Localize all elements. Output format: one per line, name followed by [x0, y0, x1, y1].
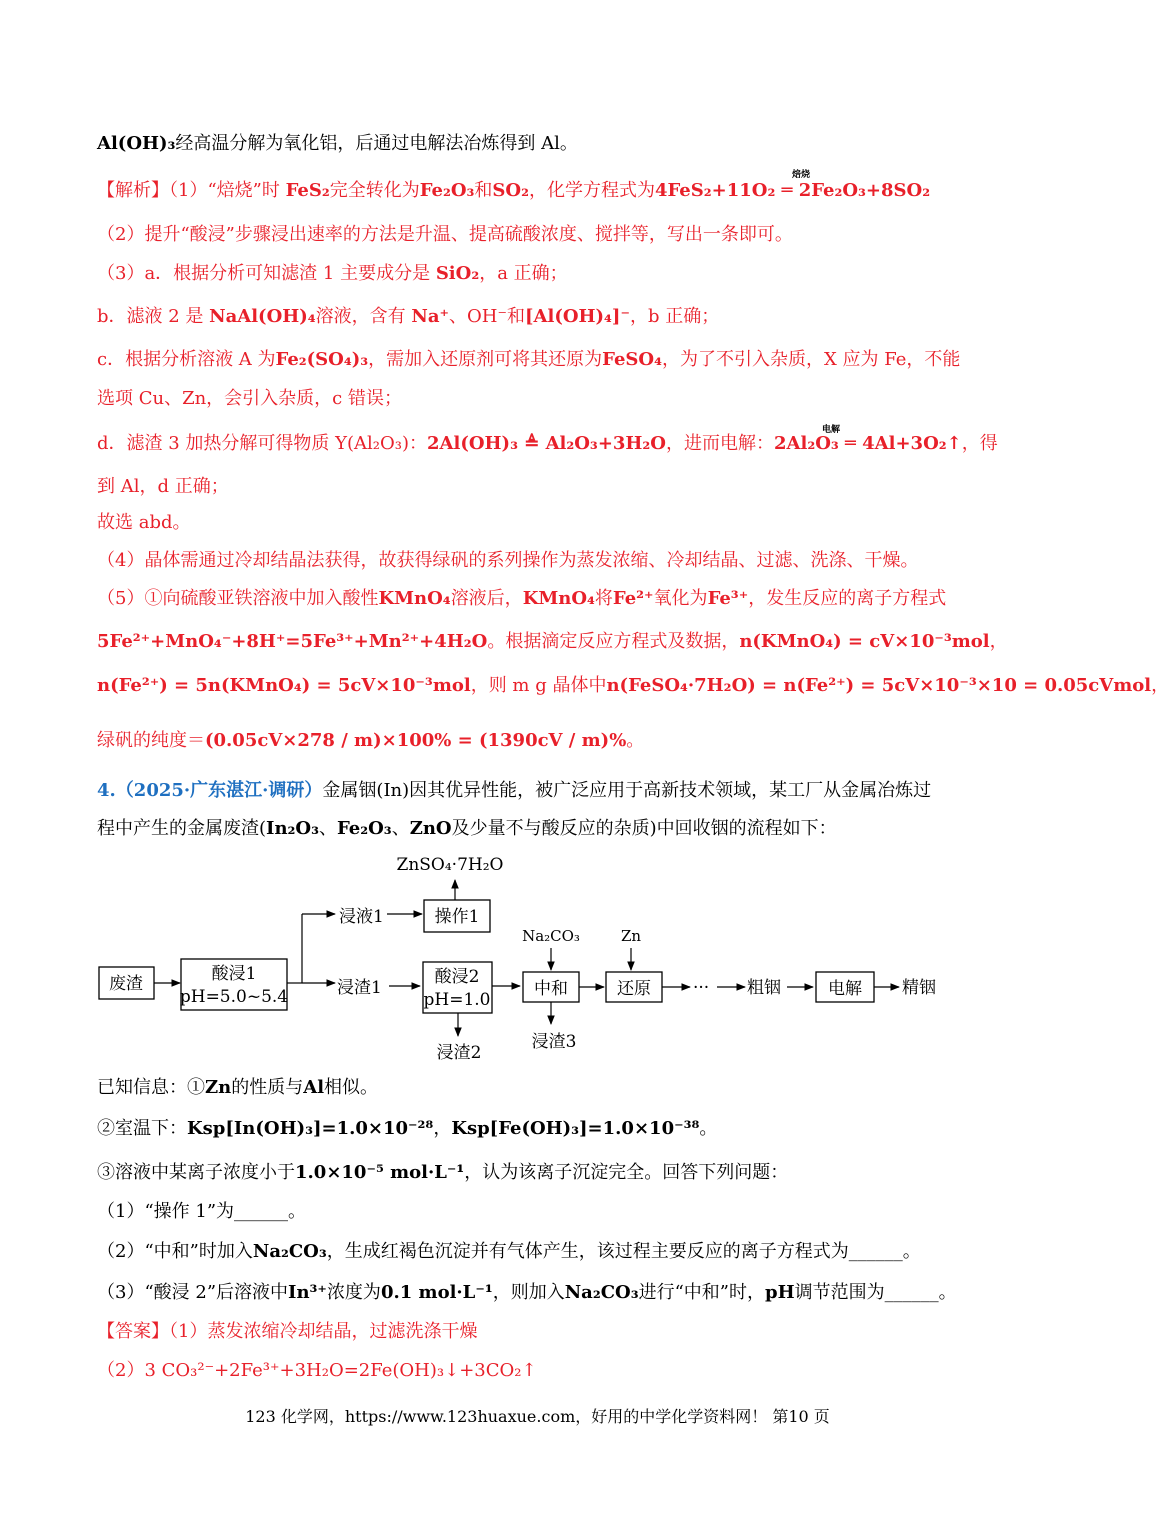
ellipsis-label: ··· — [693, 978, 710, 998]
answer-line — [97, 1358, 982, 1384]
analysis-line — [97, 586, 982, 612]
sodium-carbonate-reagent: Na₂CO₃ — [522, 927, 580, 945]
formula-text: Fe₂O₃ — [337, 818, 392, 839]
formula-text: Zn — [205, 1077, 232, 1098]
info-line — [97, 1160, 982, 1186]
formula-text: Ksp[Fe(OH)₃]=1.0×10⁻³⁸ — [451, 1118, 700, 1139]
text-span: （2）“中和”时加入 — [97, 1241, 253, 1262]
leachate-1-label: 浸液1 — [339, 907, 384, 927]
formula-text: Fe³⁺ — [707, 588, 749, 609]
formula-text: Fe₂(SO₄)₃ — [275, 349, 369, 370]
text-span: ，则 m g 晶体中 — [470, 675, 607, 696]
text-span: ，则加入 — [492, 1282, 565, 1303]
text-span: ②室温下： — [97, 1118, 187, 1139]
formula-text: 1.0×10⁻⁵ mol·L⁻¹ — [295, 1162, 465, 1183]
acid-leach-1-label: 酸浸1 — [211, 964, 257, 984]
formula-text: 2Al(OH)₃ ≜ Al₂O₃+3H₂O — [427, 433, 666, 454]
question-item — [97, 1199, 982, 1225]
text-span: 溶液后， — [450, 588, 523, 609]
question-item — [97, 1280, 982, 1306]
acid-leach-2-ph: pH=1.0 — [423, 990, 491, 1010]
text-span: 进行“中和”时， — [638, 1282, 766, 1303]
reduce-label: 还原 — [617, 979, 651, 999]
text-span: 氧化为 — [653, 588, 708, 609]
formula-text: (0.05cV×278 / m)×100% = (1390cV / m)% — [205, 730, 627, 751]
formula-text: SiO₂ — [435, 263, 480, 284]
acid-leach-1-ph: pH=5.0~5.4 — [179, 987, 289, 1007]
text-span: ，生成红褐色沉淀并有气体产生，该过程主要反应的离子方程式为______。 — [326, 1241, 921, 1262]
text-span: ，化学方程式为 — [528, 180, 655, 201]
analysis-line — [97, 347, 982, 373]
formula-text: Fe²⁺ — [612, 588, 654, 609]
residue-2-label: 浸渣2 — [436, 1043, 482, 1063]
analysis-line — [97, 386, 982, 412]
text-span: 及少量不与酸反应的杂质)中回收铟的流程如下： — [451, 818, 837, 839]
formula-text: Ksp[In(OH)₃]=1.0×10⁻²⁸ — [187, 1118, 434, 1139]
formula-text: n(FeSO₄·7H₂O) = n(Fe²⁺) = 5cV×10⁻³×10 = 0.05cVmol — [606, 675, 1152, 696]
text-span: 选项 Cu、Zn，会引入杂质，c 错误； — [97, 388, 402, 409]
formula-text: FeSO₄ — [602, 349, 662, 370]
text-span: 、OH⁻和 — [449, 306, 525, 327]
formula-text: NaAl(OH)₄ — [209, 306, 316, 327]
text-span: 的性质与 — [231, 1077, 304, 1098]
formula-text: 4FeS₂+11O₂ ═ 2Fe₂O₃+8SO₂ — [654, 180, 931, 201]
analysis-line — [97, 261, 982, 287]
formula-text: In³⁺ — [288, 1282, 327, 1303]
text-span: （5）①向硫酸亚铁溶液中加入酸性 — [97, 588, 379, 609]
question-item — [97, 1239, 982, 1265]
text-span: b．滤液 2 是 — [97, 306, 210, 327]
zinc-reagent: Zn — [620, 927, 642, 945]
electrolysis-condition-label: 电解 — [822, 425, 841, 435]
text-span: （4）晶体需通过冷却结晶法获得，故获得绿矾的系列操作为蒸发浓缩、冷却结晶、过滤、洗涤、干燥。 — [97, 550, 919, 571]
answer-line — [97, 1319, 982, 1345]
formula-text: Na₂CO₃ — [564, 1282, 639, 1303]
text-span: ， — [1151, 675, 1169, 696]
feed-label: 废渣 — [109, 974, 143, 994]
formula-text: KMnO₄ — [522, 588, 595, 609]
text-span: ， — [433, 1118, 452, 1139]
text-span: 。根据滴定反应方程式及数据， — [487, 631, 740, 652]
analysis-line — [97, 673, 1169, 699]
text-span: 金属铟(In)因其优异性能，被广泛应用于高新技术领域，某工厂从金属冶炼过 — [322, 780, 932, 801]
info-line — [97, 1116, 982, 1142]
text-span: 【答案】（1）蒸发浓缩冷却结晶，过滤洗涤干燥 — [97, 1321, 478, 1342]
analysis-line — [97, 510, 982, 536]
text-span: 。 — [626, 730, 645, 751]
text-span: ， — [989, 631, 1008, 652]
text-span: 程中产生的金属废渣( — [97, 818, 267, 839]
text-span: ，a 正确； — [479, 263, 568, 284]
formula-text: Na⁺ — [411, 306, 450, 327]
analysis-line — [97, 548, 982, 574]
formula-text: 5Fe²⁺+MnO₄⁻+8H⁺=5Fe³⁺+Mn²⁺+4H₂O — [97, 631, 488, 652]
formula-text: SO₂ — [492, 180, 529, 201]
text-span: 。 — [699, 1118, 718, 1139]
question-number: 4.（2025·广东湛江·调研） — [97, 780, 323, 801]
text-span: ，发生反应的离子方程式 — [748, 588, 947, 609]
text-span: 绿矾的纯度＝ — [97, 730, 205, 751]
analysis-line — [97, 178, 982, 204]
formula-text: FeS₂ — [285, 180, 330, 201]
formula-text: Na₂CO₃ — [252, 1241, 327, 1262]
text-span: 、 — [391, 818, 410, 839]
text-span: 溶液，含有 — [315, 306, 412, 327]
page-footer: 123 化学网，https://www.123huaxue.com，好用的中学化学资料网！ 第10 页 — [245, 1407, 830, 1426]
analysis-line — [97, 728, 982, 754]
text-span: （2）3 CO₃²⁻+2Fe³⁺+3H₂O=2Fe(OH)₃↓+3CO₂↑ — [97, 1360, 537, 1381]
analysis-line — [97, 629, 1008, 655]
text-span: ，得 — [961, 433, 998, 454]
text-span: ，需加入还原剂可将其还原为 — [368, 349, 603, 370]
roast-condition-label: 焙烧 — [792, 170, 811, 180]
text-span: （1）“操作 1”为______。 — [97, 1201, 307, 1222]
text-span: 已知信息：① — [97, 1077, 205, 1098]
residue-3-label: 浸渣3 — [531, 1032, 577, 1052]
text-span: c．根据分析溶液 A 为 — [97, 349, 276, 370]
formula-text: 0.1 mol·L⁻¹ — [380, 1282, 493, 1303]
formula-text: 2Al₂O₃ ═ 4Al+3O₂↑ — [774, 433, 962, 454]
text-span: 将 — [594, 588, 613, 609]
analysis-line — [97, 222, 982, 248]
formula-text: In₂O₃ — [266, 818, 319, 839]
text-span: 、 — [319, 818, 337, 839]
formula-text: pH — [765, 1282, 795, 1303]
text-span: （2）提升“酸浸”步骤浸出速率的方法是升温、提高硫酸浓度、搅拌等，写出一条即可。 — [97, 224, 793, 245]
text-span: 经高温分解为氧化铝，后通过电解法冶炼得到 Al。 — [175, 133, 578, 154]
crude-indium-label: 粗铟 — [747, 978, 781, 998]
text-span: （3）a．根据分析可知滤渣 1 主要成分是 — [97, 263, 436, 284]
text-span: 【解析】（1）“焙烧”时 — [97, 180, 286, 201]
text-span: 到 Al，d 正确； — [97, 476, 229, 497]
text-span: ，为了不引入杂质，X 应为 Fe，不能 — [661, 349, 961, 370]
analysis-line — [97, 474, 982, 500]
analysis-line — [97, 431, 998, 457]
question-line — [97, 816, 982, 842]
neutralize-label: 中和 — [534, 979, 568, 999]
residue-1-label: 浸渣1 — [337, 978, 382, 998]
electrolysis-label: 电解 — [828, 979, 862, 999]
text-span: 相似。 — [324, 1077, 379, 1098]
process-flowchart — [97, 852, 977, 1067]
formula-text: Al(OH)₃ — [97, 133, 176, 154]
zinc-sulfate-product: ZnSO₄·7H₂O — [396, 855, 504, 875]
formula-text: Fe₂O₃ — [419, 180, 475, 201]
text-line — [97, 131, 982, 157]
text-span: 完全转化为 — [329, 180, 420, 201]
text-span: 调节范围为______。 — [794, 1282, 957, 1303]
operation-1-label: 操作1 — [434, 907, 480, 927]
text-span: 和 — [474, 180, 493, 201]
question-line — [97, 778, 982, 804]
formula-text: [Al(OH)₄]⁻ — [525, 306, 630, 327]
text-span: 浓度为 — [326, 1282, 381, 1303]
acid-leach-2-label: 酸浸2 — [434, 967, 480, 987]
formula-text: KMnO₄ — [378, 588, 451, 609]
info-line — [97, 1075, 982, 1101]
analysis-line — [97, 304, 982, 330]
formula-text: ZnO — [409, 818, 452, 839]
text-span: d．滤渣 3 加热分解可得物质 Y(Al₂O₃)： — [97, 433, 428, 454]
text-span: ，进而电解： — [666, 433, 774, 454]
text-span: 故选 abd。 — [97, 512, 191, 533]
formula-text: n(KMnO₄) = cV×10⁻³mol — [739, 631, 990, 652]
text-span: ，认为该离子沉淀完全。回答下列问题： — [464, 1162, 789, 1183]
formula-text: n(Fe²⁺) = 5n(KMnO₄) = 5cV×10⁻³mol — [97, 675, 471, 696]
refined-indium-label: 精铟 — [902, 978, 936, 998]
text-span: ③溶液中某离子浓度小于 — [97, 1162, 295, 1183]
formula-text: Al — [303, 1077, 325, 1098]
text-span: （3）“酸浸 2”后溶液中 — [97, 1282, 289, 1303]
text-span: ，b 正确； — [629, 306, 720, 327]
